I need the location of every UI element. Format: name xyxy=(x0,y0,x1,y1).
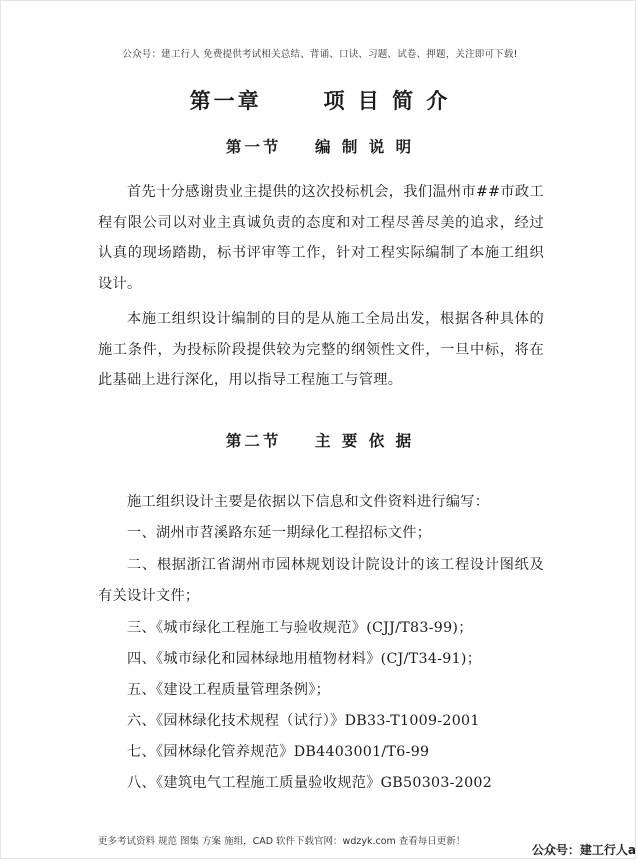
basis-item-1: 一、湖州市苕溪路东延一期绿化工程招标文件； xyxy=(127,525,432,541)
footer-note: 更多考试资料 规范 图集 方案 施组，CAD 软件下载官网：wdzyk.com 查看每日更新！ xyxy=(98,836,466,847)
section2-title: 第二节 主 要 依 据 xyxy=(225,431,415,450)
basis-item-3: 三、《城市绿化工程施工与验收规范》(CJJ/T83-99)； xyxy=(127,620,473,636)
basis-item-2: 二、根据浙江省湖州市园林规划设计院设计的该工程设计图纸及有关设计文件； xyxy=(98,557,544,604)
basis-item-8: 八、《建筑电气工程施工质量验收规范》GB50303-2002 xyxy=(127,775,493,791)
section1-paragraph-2: 本施工组织设计编制的目的是从施工全局出发，根据各种具体的施工条件，为投标阶段提供较为完整的纲领性文件，一旦中标，将在此基础上进行深化，用以指导工程施工与管理。 xyxy=(98,311,544,388)
section2-intro: 施工组织设计主要是依据以下信息和文件资料进行编写： xyxy=(127,494,490,510)
basis-item-7: 七、《园林绿化管养规范》DB4403001/T6-99 xyxy=(127,744,430,760)
section1-paragraph-1: 首先十分感谢贵业主提供的这次投标机会，我们温州市##市政工程有限公司以对业主真诚负责的态度和对工程尽善尽美的追求，经过认真的现场踏勘，标书评审等工作，针对工程实际编制了本施工组织设计。 xyxy=(98,184,544,292)
chapter-title: 第一章 项 目 简 介 xyxy=(189,88,451,113)
watermark-text: 公众号：建工行人a xyxy=(531,843,636,857)
basis-item-6: 六、《园林绿化技术规程（试行）》DB33-T1009-2001 xyxy=(127,713,480,729)
section1-title: 第一节 编 制 说 明 xyxy=(225,137,415,156)
basis-item-4: 四、《城市绿化和园林绿地用植物材料》(CJ/T34-91)； xyxy=(127,651,482,667)
basis-item-5: 五、《建设工程质量管理条例》； xyxy=(127,682,331,698)
header-note: 公众号：建工行人 免费提供考试相关总结、背诵、口诀、习题、试卷、押题，关注即可下载! xyxy=(122,49,518,60)
